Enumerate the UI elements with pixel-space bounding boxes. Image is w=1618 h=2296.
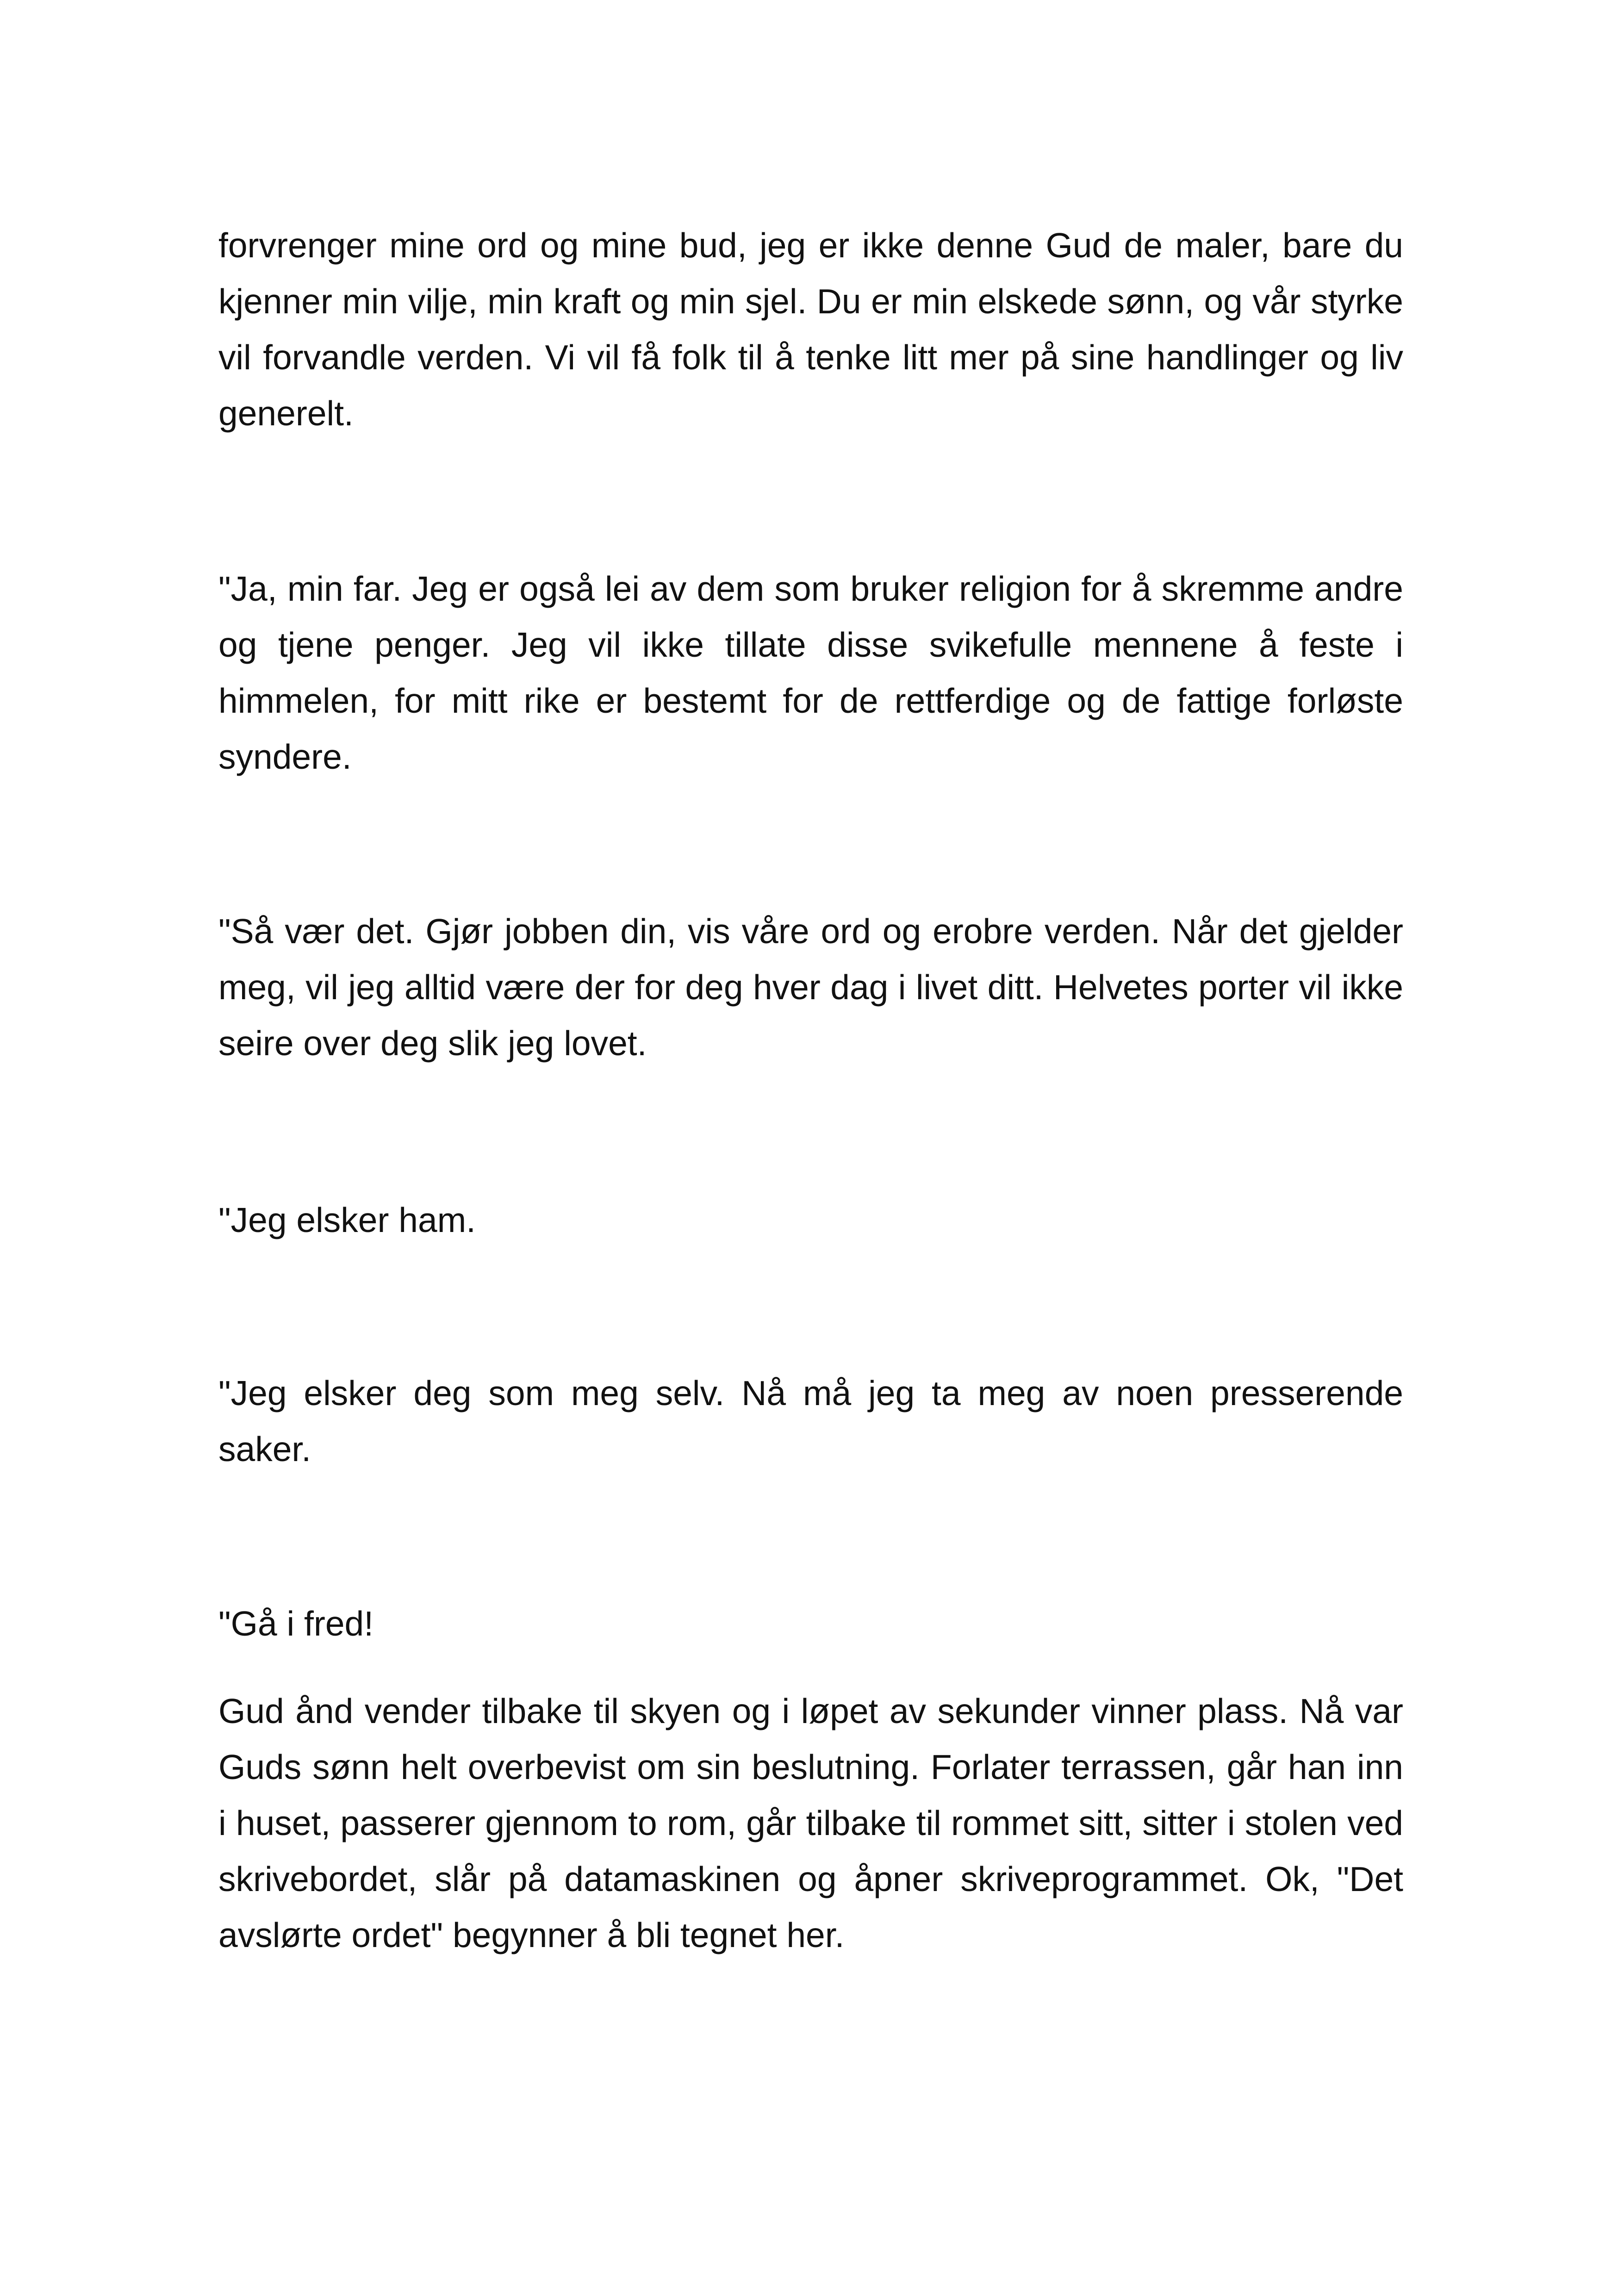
paragraph: forvrenger mine ord og mine bud, jeg er ikke denne Gud de maler, bare du kjenner min vilje, min kraft og min sjel. Du er min elskede sønn, og vår styrke vil forvandle verden. Vi vil få folk til å tenke litt mer på sine handlinger og liv generelt.: [218, 226, 1403, 433]
paragraph: "Jeg elsker deg som meg selv. Nå må jeg ta meg av noen presserende saker.: [218, 1374, 1403, 1468]
paragraph: "Jeg elsker ham.: [218, 1201, 476, 1239]
paragraph: Gud ånd vender tilbake til skyen og i løpet av sekunder vinner plass. Nå var Guds sønn helt overbevist om sin beslutning. Forlater terrassen, går han inn i huset, passerer gjennom to rom, går tilbake til rommet sitt, sitter i stolen ved skrivebordet, slår på datamaskinen og åpner skriveprogrammet. Ok, "Det avslørte ordet" begynner å bli tegnet her.: [218, 1692, 1403, 1954]
paragraph: "Så vær det. Gjør jobben din, vis våre ord og erobre verden. Når det gjelder meg, vil jeg alltid være der for deg hver dag i livet ditt. Helvetes porter vil ikke seire over deg slik jeg lovet.: [218, 912, 1403, 1063]
paragraph: "Ja, min far. Jeg er også lei av dem som bruker religion for å skremme andre og tjene penger. Jeg vil ikke tillate disse svikefulle mennene å feste i himmelen, for mitt rike er bestemt for de rettferdige og de fattige forløste syndere.: [218, 569, 1403, 776]
paragraph: "Gå i fred!: [218, 1604, 374, 1643]
